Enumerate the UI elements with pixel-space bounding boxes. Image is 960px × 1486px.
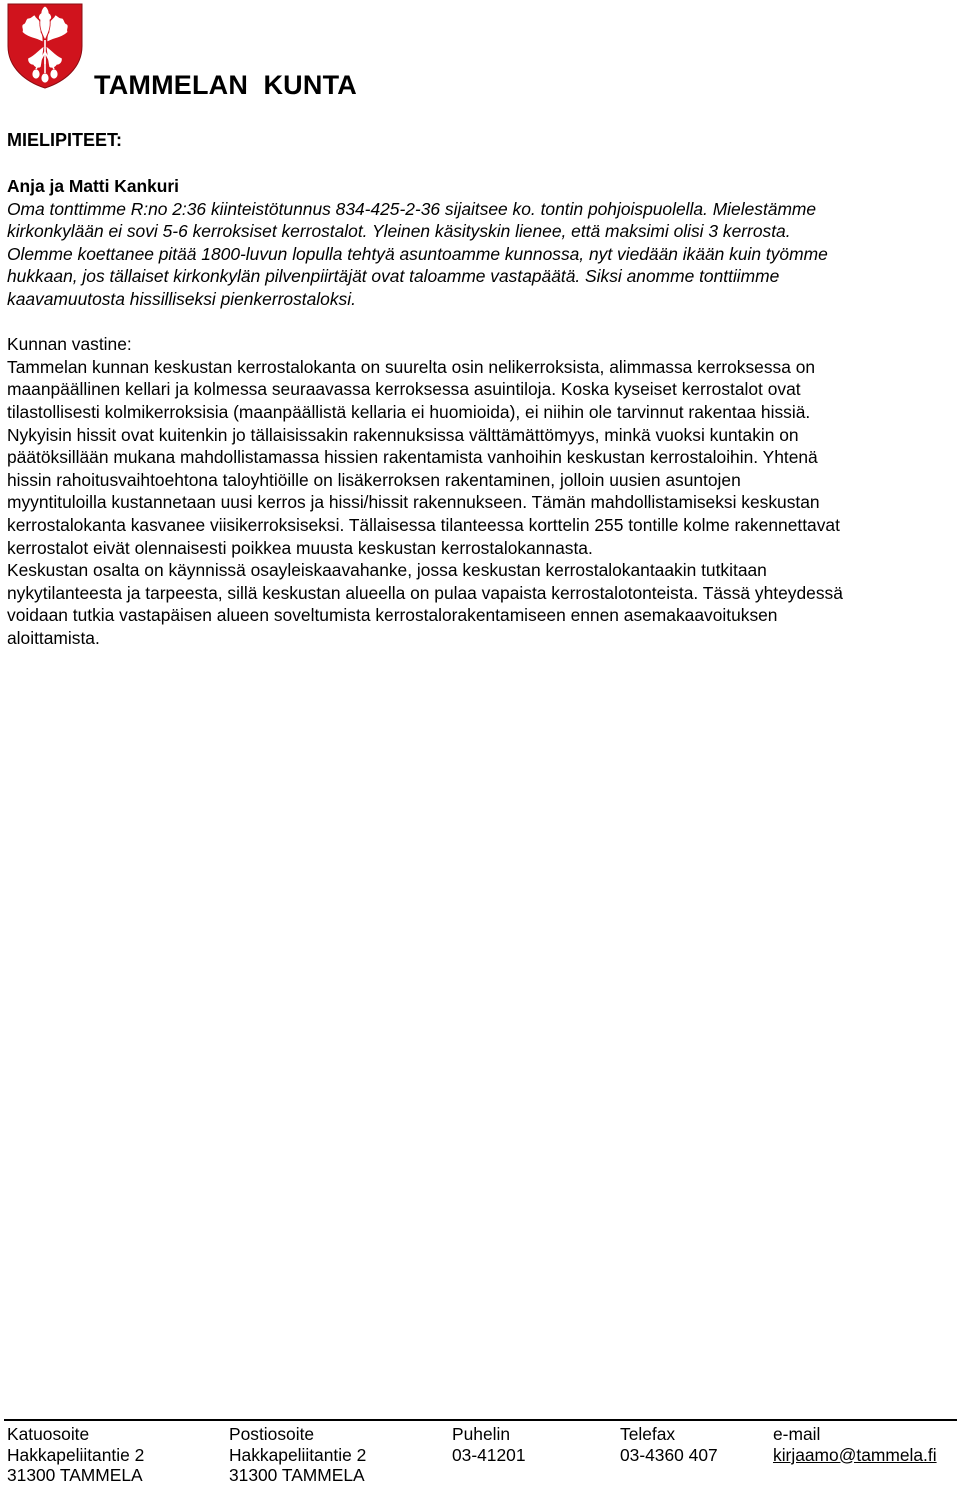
response-text (7, 356, 957, 650)
opinion-text (7, 198, 957, 311)
opinion-line: hukkaan, jos tällaiset kirkonkylän pilvenpiirtäjät ovat taloamme vastapäätä. Siksi anomme tonttiimme (7, 266, 780, 287)
oak-leaves-crest-icon (6, 2, 84, 90)
response-line: Nykyisin hissit ovat kuitenkin jo tällaisissakin rakennuksissa välttämättömyys, minkä vuoksi kuntakin on (7, 424, 799, 445)
opinion-line: kaavamuutosta hissilliseksi pienkerrostaloksi. (7, 288, 356, 309)
opinion-author: Anja ja Matti Kankuri (7, 176, 180, 196)
opinion-line: Oma tonttimme R:no 2:36 kiinteistötunnus 834-425-2-36 sijaitsee ko. tontin pohjoispuolella. Mielestämme (7, 198, 817, 219)
footer-email (773, 1424, 937, 1465)
response-line: Tammelan kunnan keskustan kerrostalokanta on suurelta osin nelikerroksista, alimmassa kerroksessa on (7, 356, 816, 377)
footer-street: Hakkapeliitantie 2 (229, 1444, 367, 1465)
opinion-line: Olemme koettanee pitää 1800-luvun lopulla tehtyä asuntoamme kunnossa, nyt viedään ikään kuin työmme (7, 243, 828, 264)
footer-phone (452, 1424, 526, 1465)
response-line: hissin rahoitusvaihtoehtona taloyhtiöille on lisäkerroksen rakentaminen, jolloin uusien asuntojen (7, 469, 741, 490)
footer-label: Postiosoite (229, 1424, 315, 1444)
footer-label: Katuosoite (7, 1424, 90, 1444)
response-line: maanpäällinen kellari ja kolmessa seuraavassa kerroksessa asuintiloja. Koska kyseiset kerrostalot ovat (7, 379, 801, 400)
opinion-line: kirkonkylään ei sovi 5-6 kerroksiset kerrostalot. Yleinen käsityskin lienee, että maksimi olisi 3 kerrosta. (7, 221, 791, 242)
footer-phone-number: 03-41201 (452, 1444, 526, 1465)
response-line: nykytilanteesta ja tarpeesta, sillä keskustan alueella on pulaa vapaista kerrostalotonteista. Tässä yhteydessä (7, 582, 843, 603)
footer-visiting-address (7, 1424, 144, 1486)
response-line: aloittamista. (7, 627, 100, 648)
section-heading: MIELIPITEET: (7, 130, 123, 150)
footer-city: 31300 TAMMELA (7, 1465, 143, 1485)
response-heading: Kunnan vastine: (7, 334, 132, 355)
footer-label: Puhelin (452, 1424, 511, 1444)
response-line: päätöksillään mukana mahdollistamassa hissien rakentamista vanhoihin keskustan kerrostaloihin. Yhtenä (7, 447, 818, 468)
footer-street: Hakkapeliitantie 2 (7, 1444, 145, 1465)
response-line: tilastollisesti kolmikerroksisia (maanpäällistä kellaria ei huomioida), ei niihin ole tarvinnut rakentaa hissiä. (7, 401, 811, 422)
municipality-name: TAMMELAN KUNTA (94, 70, 357, 100)
response-line: myyntituloilla kustannetaan uusi kerros ja hissi/hissit rakennukseen. Tämän mahdollistamiseksi keskustan (7, 492, 820, 513)
footer-postal-address (229, 1424, 366, 1486)
footer-label: Telefax (620, 1424, 676, 1444)
document-body (7, 175, 957, 649)
municipal-coat-of-arms (6, 2, 84, 90)
footer-divider (4, 1419, 957, 1421)
paragraph-spacer (7, 311, 957, 334)
email-link[interactable]: kirjaamo@tammela.fi (773, 1444, 937, 1465)
footer-fax (620, 1424, 718, 1465)
response-line: kerrostalokanta kasvanee viisikerroksiseksi. Tällaisessa tilanteessa korttelin 255 tontille kolme rakennettavat (7, 514, 840, 535)
footer-fax-number: 03-4360 407 (620, 1444, 718, 1465)
footer-label: e-mail (773, 1424, 821, 1444)
footer-city: 31300 TAMMELA (229, 1465, 365, 1485)
response-line: Keskustan osalta on käynnissä osayleiskaavahanke, jossa keskustan kerrostalokantaakin tutkitaan (7, 560, 767, 581)
response-line: voidaan tutkia vastapäisen alueen soveltumista kerrostalorakentamiseen ennen asemakaavoituksen (7, 605, 778, 626)
response-line: kerrostalot eivät olennaisesti poikkea muusta keskustan kerrostalokannasta. (7, 537, 593, 558)
